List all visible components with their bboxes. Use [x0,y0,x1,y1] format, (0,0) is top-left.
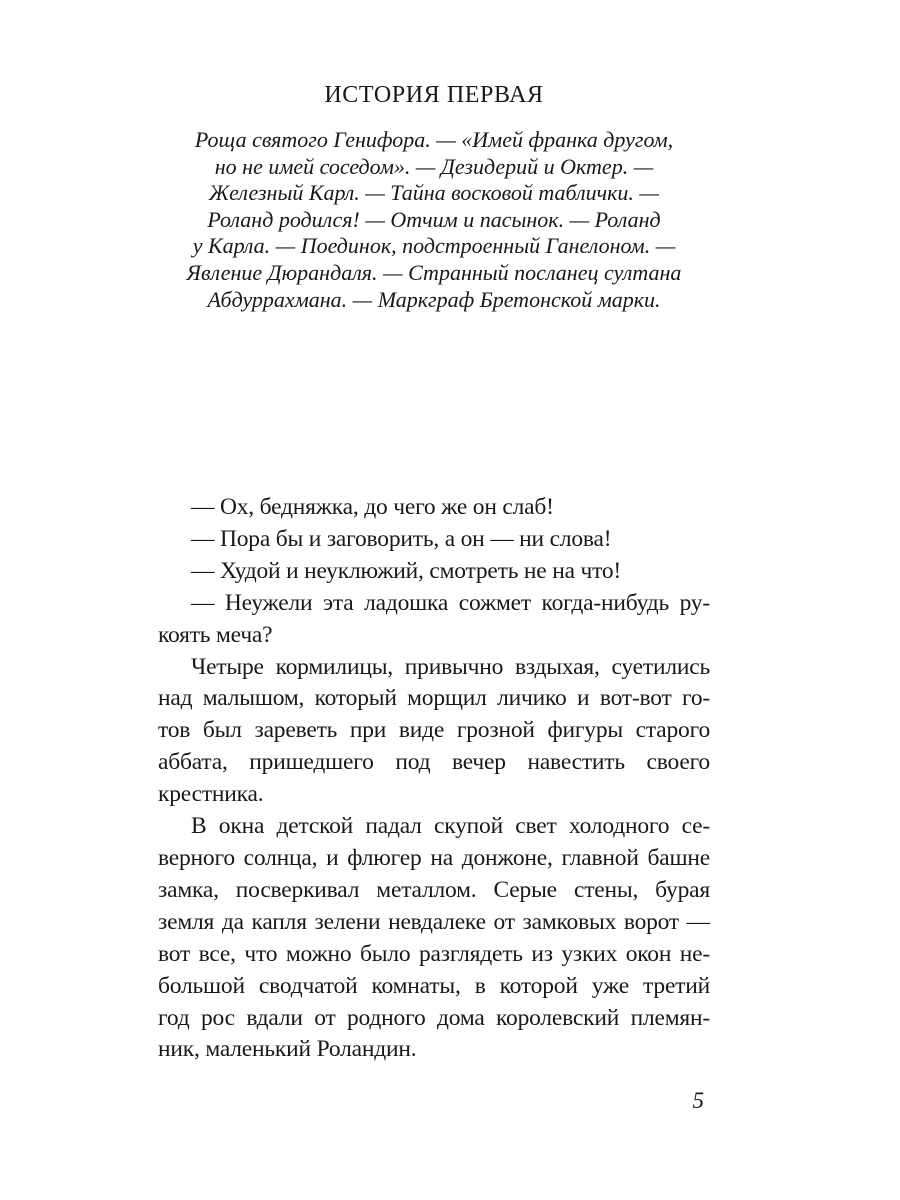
epigraph-line: Явление Дюрандаля. — Странный посланец султана [186,259,682,285]
epigraph-line: Роща святого Генифора. — «Имей франка другом, [194,127,674,152]
paragraph [158,524,710,556]
body-line: крестника. [158,781,264,808]
paragraph [158,588,710,652]
chapter-title: ИСТОРИЯ ПЕРВАЯ [324,82,544,108]
body-line: тов был зареветь при виде грозной фигуры старого [158,717,710,744]
body-line: земля да капля зелени невдалеке от замковых ворот — [158,908,710,935]
body-line: замка, посверкивал металлом. Серые стены, бурая [158,876,710,903]
body-line: — Неужели эта ладошка сожмет когда-нибудь ру- [191,589,710,616]
paragraph [158,652,710,812]
page-number: 5 [692,1088,704,1113]
epigraph-line: у Карла. — Поединок, подстроенный Ганелоном. — [192,233,676,259]
paragraph [158,556,710,588]
body-line: — Пора бы и заговорить, а он — ни слова! [191,525,612,552]
body-line: Четыре кормилицы, привычно вздыхая, суетились [191,653,710,680]
paragraph [158,492,710,524]
body-line: — Худой и неуклюжий, смотреть не на что! [191,557,622,584]
body-line: вот все, что можно было разглядеть из узких окон не- [158,940,710,967]
body-line: над малышом, который морщил личико и вот-вот го- [158,685,710,712]
epigraph-line: но не имей соседом». — Дезидерий и Октер. — [214,153,654,179]
chapter-epigraph [158,127,710,313]
body-line: В окна детской падал скупой свет холодного се- [191,813,710,840]
body-line: большой сводчатой комнаты, в которой уже третий [158,972,710,999]
epigraph-line: Роланд родился! — Отчим и пасынок. — Роланд [207,206,661,232]
body-line: аббата, пришедшего под вечер навестить своего [158,749,710,776]
body-text [158,492,710,1066]
epigraph-line: Железный Карл. — Тайна восковой таблички. — [208,180,659,206]
body-line: — Ох, бедняжка, до чего же он слаб! [191,494,554,520]
epigraph-line: Абдуррахмана. — Маркграф Бретонской марки. [207,286,661,312]
paragraph [158,811,710,1066]
body-line: год рос вдали от родного дома королевский племян- [158,1004,710,1031]
body-line: ник, маленький Роландин. [158,1036,417,1063]
body-line: верного солнца, и флюгер на донжоне, главной башне [158,844,710,871]
body-line: коять меча? [158,621,273,648]
